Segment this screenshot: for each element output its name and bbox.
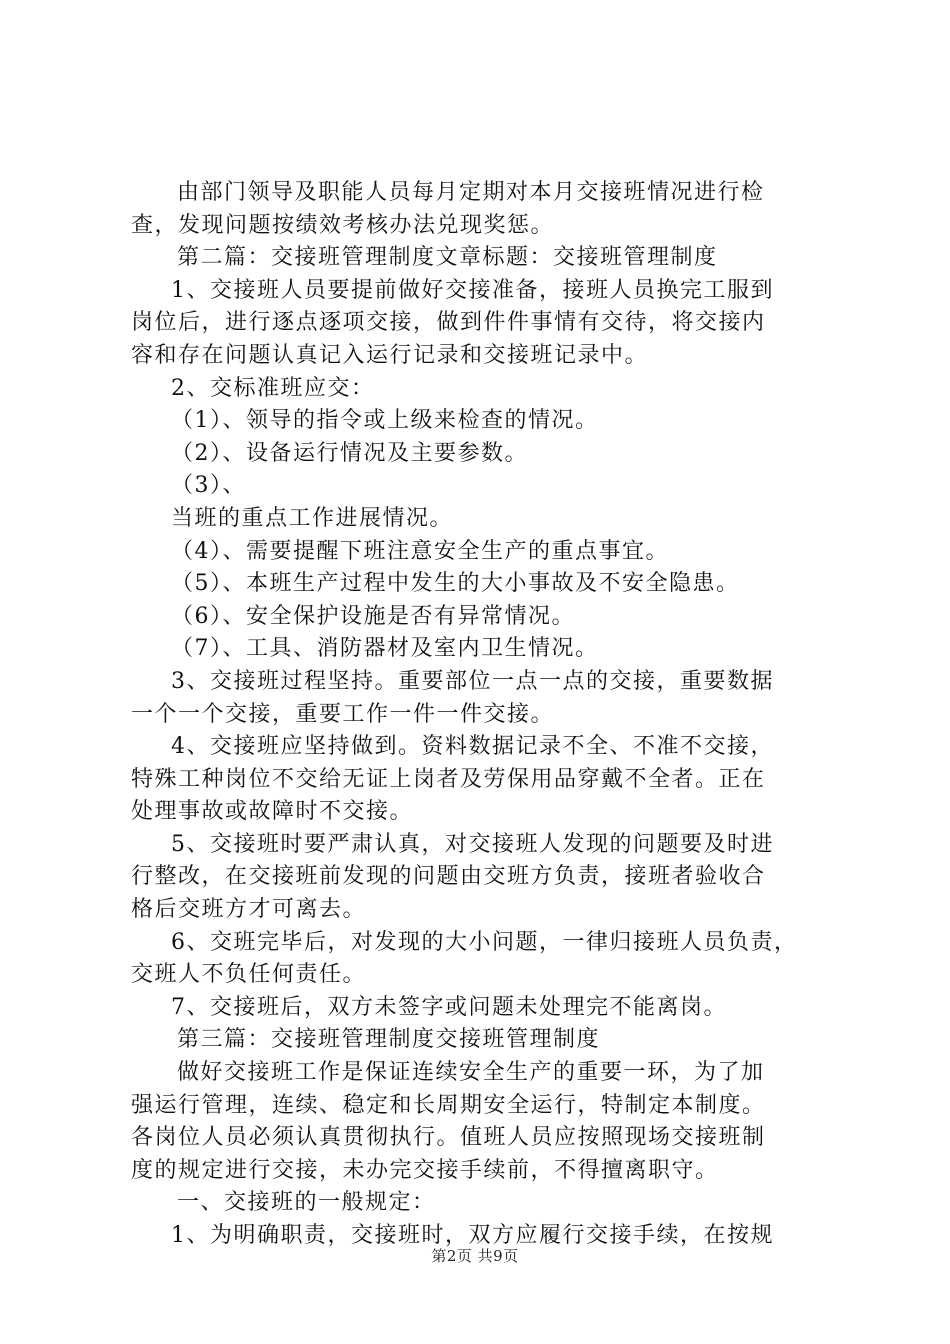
text-line: 3、交接班过程坚持。重要部位一点一点的交接，重要数据 [171, 668, 774, 694]
text-line: 强运行管理，连续、稳定和长周期安全运行，特制定本制度。 [131, 1092, 766, 1118]
text-line: 一、交接班的一般规定： [177, 1190, 436, 1216]
list-item: （4）、需要提醒下班注意安全生产的重点事宜。 [171, 538, 669, 564]
text-line: 各岗位人员必须认真贯彻执行。值班人员应按照现场交接班制 [131, 1125, 766, 1151]
text-line: 特殊工种岗位不交给无证上岗者及劳保用品穿戴不全者。正在 [131, 766, 766, 792]
text-line: 处理事故或故障时不交接。 [131, 799, 414, 825]
list-item: （2）、设备运行情况及主要参数。 [171, 440, 528, 466]
text-line: 1、交接班人员要提前做好交接准备，接班人员换完工服到 [171, 277, 774, 303]
document-body [131, 177, 831, 1253]
text-line: 度的规定进行交接，未办完交接手续前，不得擅离职守。 [131, 1157, 719, 1183]
list-item: （6）、安全保护设施是否有异常情况。 [171, 603, 575, 629]
text-line: 由部门领导及职能人员每月定期对本月交接班情况进行检 [177, 180, 765, 205]
text-line: 行整改，在交接班前发现的问题由交班方负责，接班者验收合 [131, 864, 766, 890]
text-line: 交班人不负任何责任。 [131, 962, 367, 988]
section-heading: 第三篇：交接班管理制度交接班管理制度 [177, 1027, 601, 1053]
text-line: 2、交标准班应交： [171, 375, 375, 401]
text-line: 岗位后，进行逐点逐项交接，做到件件事情有交待，将交接内 [131, 310, 766, 336]
text-line: 查，发现问题按绩效考核办法兑现奖惩。 [131, 212, 555, 238]
list-item: （5）、本班生产过程中发生的大小事故及不安全隐患。 [171, 571, 740, 597]
text-line: 5、交接班时要严肃认真，对交接班人发现的问题要及时进 [171, 831, 774, 857]
text-line: 格后交班方才可离去。 [131, 897, 367, 923]
page-number-footer: 第2页 共9页 [431, 1247, 519, 1265]
text-line: 当班的重点工作进展情况。 [171, 505, 454, 531]
text-line: 4、交接班应坚持做到。资料数据记录不全、不准不交接， [171, 734, 774, 760]
text-line: 容和存在问题认真记入运行记录和交接班记录中。 [131, 342, 649, 368]
text-line: 一个一个交接，重要工作一件一件交接。 [131, 701, 555, 727]
text-line: 6、交班完毕后，对发现的大小问题，一律归接班人员负责， [171, 929, 798, 955]
list-item: （7）、工具、消防器材及室内卫生情况。 [171, 636, 599, 662]
text-line: 1、为明确职责，交接班时，双方应履行交接手续，在按规 [171, 1223, 774, 1248]
list-item: （3）、 [171, 473, 246, 499]
list-item: （1）、领导的指令或上级来检查的情况。 [171, 408, 599, 434]
text-line: 7、交接班后，双方未签字或问题未处理完不能离岗。 [171, 994, 727, 1020]
text-line: 做好交接班工作是保证连续安全生产的重要一环，为了加 [177, 1060, 765, 1086]
section-heading: 第二篇：交接班管理制度文章标题：交接班管理制度 [177, 245, 718, 271]
